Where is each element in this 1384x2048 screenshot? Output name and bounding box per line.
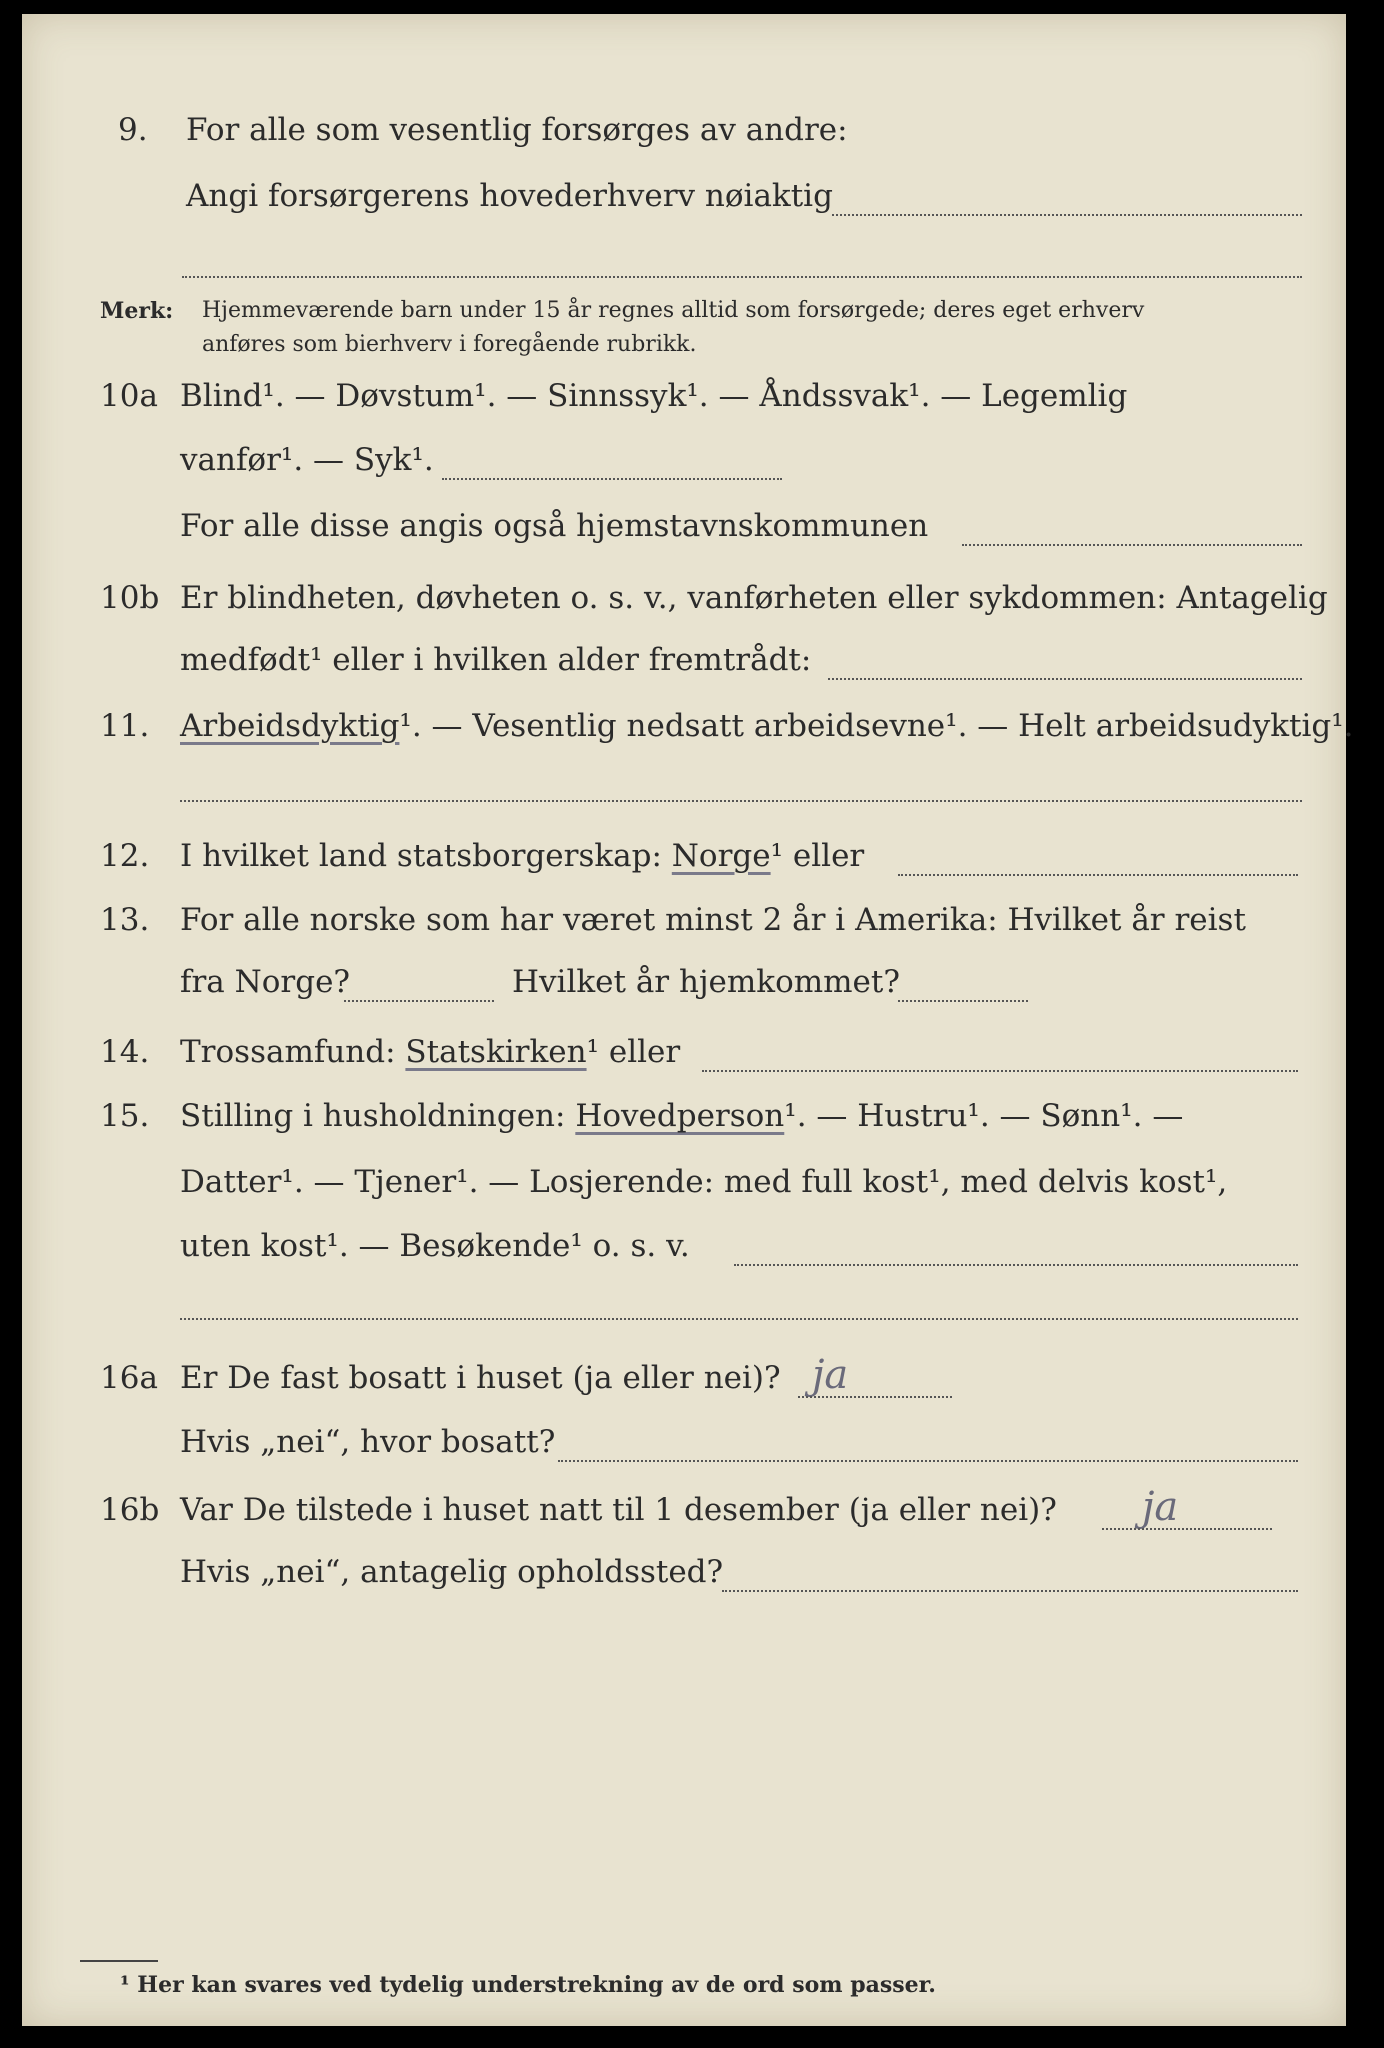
q11-arbeidsdyktig-underlined: Arbeidsdyktig <box>180 708 400 744</box>
q15-label: Stilling i husholdningen: <box>180 1098 566 1134</box>
q11-rest: ¹. — Vesentlig nedsatt arbeidsevne¹. — Helt arbeidsudyktig¹. <box>399 708 1354 744</box>
footnote-text: ¹ Her kan svares ved tydelig understrekning av de ord som passer. <box>120 1972 936 1998</box>
q9-number: 9. <box>118 112 148 148</box>
q16b-line2: Hvis „nei“, antagelig opholdssted? <box>180 1554 724 1590</box>
q16a-handwritten-answer: ja <box>812 1352 849 1398</box>
q16a-line1: Er De fast bosatt i huset (ja eller nei)? <box>180 1360 781 1396</box>
q15-answer-line <box>734 1264 1298 1266</box>
q16b-opholdssted-line <box>722 1590 1298 1592</box>
q15-line3: uten kost¹. — Besøkende¹ o. s. v. <box>180 1228 690 1264</box>
q15-number: 15. <box>100 1098 150 1134</box>
q12-answer-line <box>898 874 1298 876</box>
q14-eller: ¹ eller <box>586 1034 681 1070</box>
q13-reist-line <box>344 1000 494 1002</box>
q13-line1: For alle norske som har været minst 2 år i Amerika: Hvilket år reist <box>180 902 1246 938</box>
q12-label: I hvilket land statsborgerskap: <box>180 838 662 874</box>
q15-answer-line-2 <box>180 1318 1298 1320</box>
q13-hjemkommet-line <box>898 1000 1028 1002</box>
merk-line1: Hjemmeværende barn under 15 år regnes alltid som forsørgede; deres eget erhverv <box>202 298 1145 323</box>
q14-number: 14. <box>100 1034 150 1070</box>
q15-text <box>180 1098 1183 1134</box>
q9-answer-line-2 <box>182 276 1302 278</box>
q9-line1: For alle som vesentlig forsørges av andre: <box>186 112 848 148</box>
q14-label: Trossamfund: <box>180 1034 396 1070</box>
q12-norge-underlined: Norge <box>671 838 771 874</box>
q11-answer-line <box>180 800 1302 802</box>
q14-text <box>180 1034 680 1070</box>
q12-number: 12. <box>100 838 150 874</box>
q16a-number: 16a <box>100 1360 158 1396</box>
q16b-handwritten-answer: ja <box>1142 1484 1179 1530</box>
q14-statskirken-underlined: Statskirken <box>405 1034 587 1070</box>
q15-hovedperson-underlined: Hovedperson <box>575 1098 785 1134</box>
q16a-answer-line <box>798 1396 952 1398</box>
q11-number: 11. <box>100 708 150 744</box>
footnote-rule <box>80 1960 158 1962</box>
q16b-answer-line <box>1102 1528 1272 1530</box>
merk-line2: anføres som bierhverv i foregående rubrikk. <box>202 332 697 357</box>
q13-line2a: fra Norge? <box>180 964 351 1000</box>
q10a-number: 10a <box>100 378 158 414</box>
q10b-line1: Er blindheten, døvheten o. s. v., vanførheten eller sykdommen: Antagelig <box>180 580 1328 616</box>
q15-rest: ¹. — Hustru¹. — Sønn¹. — <box>784 1098 1184 1134</box>
census-form-page <box>22 14 1354 2026</box>
q9-answer-line <box>832 214 1302 216</box>
q13-line2b: Hvilket år hjemkommet? <box>512 964 900 1000</box>
merk-label: Merk: <box>100 298 174 324</box>
q13-number: 13. <box>100 902 150 938</box>
q16a-line2: Hvis „nei“, hvor bosatt? <box>180 1424 556 1460</box>
q16b-line1: Var De tilstede i huset natt til 1 desember (ja eller nei)? <box>180 1492 1057 1528</box>
q10a-line2: vanfør¹. — Syk¹. <box>180 442 434 478</box>
q10b-number: 10b <box>100 580 160 616</box>
q10a-hjemstavn-line <box>962 544 1302 546</box>
q10a-line3: For alle disse angis også hjemstavnskommunen <box>180 508 929 544</box>
q10a-answer-line <box>442 478 782 480</box>
q10b-line2: medfødt¹ eller i hvilken alder fremtrådt: <box>180 642 812 678</box>
q14-answer-line <box>702 1070 1298 1072</box>
q15-line2: Datter¹. — Tjener¹. — Losjerende: med full kost¹, med delvis kost¹, <box>180 1164 1228 1200</box>
q10b-answer-line <box>828 678 1302 680</box>
q16a-bosatt-line <box>558 1460 1298 1462</box>
q12-text <box>180 838 864 874</box>
q10a-line1: Blind¹. — Døvstum¹. — Sinnssyk¹. — Åndssvak¹. — Legemlig <box>180 378 1128 414</box>
q9-line2: Angi forsørgerens hovederhverv nøiaktig <box>186 178 833 214</box>
q16b-number: 16b <box>100 1492 160 1528</box>
q12-eller: ¹ eller <box>770 838 865 874</box>
q11-text <box>180 708 1354 744</box>
